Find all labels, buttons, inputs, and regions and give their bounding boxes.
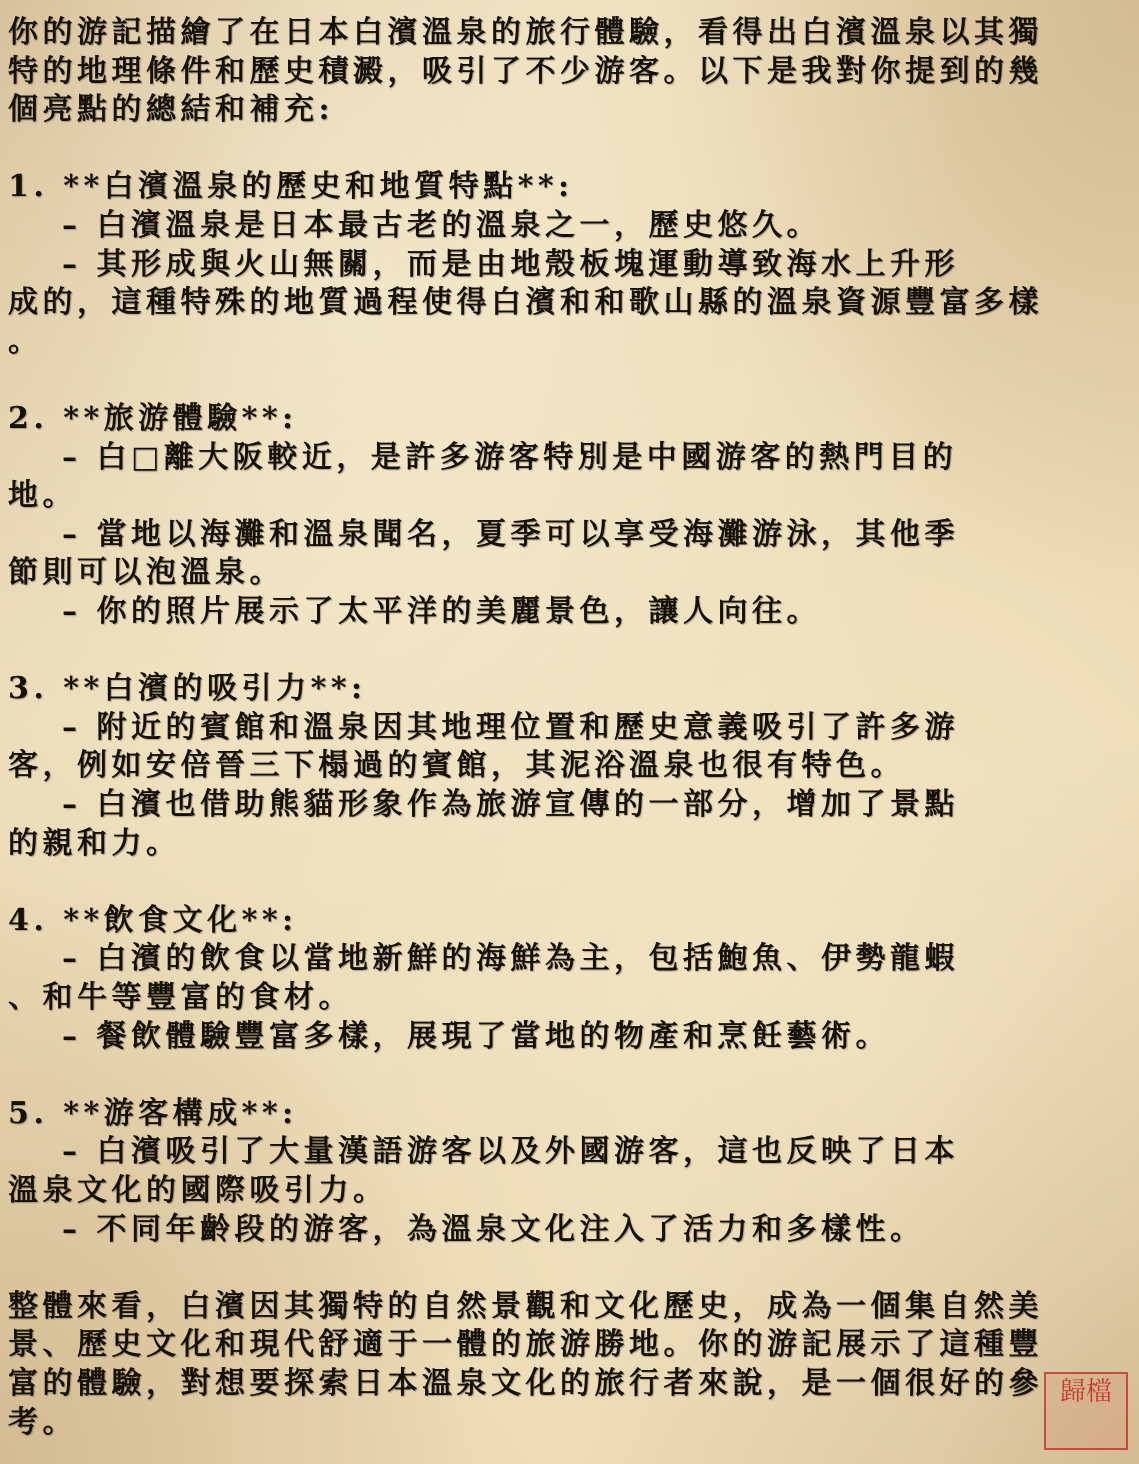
text-line: 你的游記描繪了在日本白濱溫泉的旅行體驗，看得出白濱溫泉以其獨 [8,15,1043,50]
text-line: 客，例如安倍晉三下榻過的賓館，其泥浴溫泉也很有特色。 [8,748,905,784]
text-line: – 白濱也借助熊貓形象作為旅游宣傳的一部分，增加了景點 [62,787,959,822]
text-line: – 不同年齡段的游客，為溫泉文化注入了活力和多樣性。 [62,1211,925,1247]
text-line: – 餐飲體驗豐富多樣，展現了當地的物產和烹飪藝術。 [62,1018,890,1054]
text-line: – 白濱的飲食以當地新鮮的海鮮為主，包括鮑魚、伊勢龍蝦 [62,941,959,977]
text-line: 4. **飲食文化**: [8,902,298,938]
text-line: 地。 [8,478,77,514]
text-line: 成的，這種特殊的地質過程使得白濱和和歌山縣的溫泉資源豐富多樣 [8,285,1043,321]
text-line: – 附近的賓館和溫泉因其地理位置和歷史意義吸引了許多游 [62,709,959,745]
text-line: 節則可以泡溫泉。 [8,555,284,591]
text-line: 富的體驗，對想要探索日本溫泉文化的旅行者來說，是一個很好的參 [8,1366,1043,1401]
text-line: 3. **白濱的吸引力**: [8,671,367,707]
text-line: 1. **白濱溫泉的歷史和地質特點**: [8,169,574,205]
text-line: – 當地以海灘和溫泉聞名，夏季可以享受海灘游泳，其他季 [62,516,959,552]
text-line: 考。 [8,1404,77,1440]
text-line: 2. **旅游體驗**: [8,401,298,436]
text-line: – 其形成與火山無關，而是由地殼板塊運動導致海水上升形 [62,246,959,282]
text-line: 個亮點的總結和補充: [8,92,335,128]
text-line: 。 [8,323,43,359]
text-line: 的親和力。 [8,825,181,861]
text-line: 、和牛等豐富的食材。 [8,980,353,1015]
text-line: 溫泉文化的國際吸引力。 [8,1173,388,1208]
text-line: 景、歷史文化和現代舒適于一體的旅游勝地。你的游記展示了這種豐 [8,1327,1043,1363]
text-line: 特的地理條件和歷史積澱，吸引了不少游客。以下是我對你提到的幾 [8,53,1043,89]
seal-stamp: 歸檔 [1044,1372,1128,1450]
text-line: – 白□離大阪較近，是許多游客特別是中國游客的熱門目的 [62,439,958,475]
text-line: 整體來看，白濱因其獨特的自然景觀和文化歷史，成為一個集自然美 [8,1288,1043,1324]
text-line: – 白濱溫泉是日本最古老的溫泉之一，歷史悠久。 [62,208,821,243]
text-line: – 白濱吸引了大量漢語游客以及外國游客，這也反映了日本 [62,1134,959,1170]
text-line: – 你的照片展示了太平洋的美麗景色，讓人向往。 [62,594,821,629]
text-line: 5. **游客構成**: [8,1095,298,1131]
